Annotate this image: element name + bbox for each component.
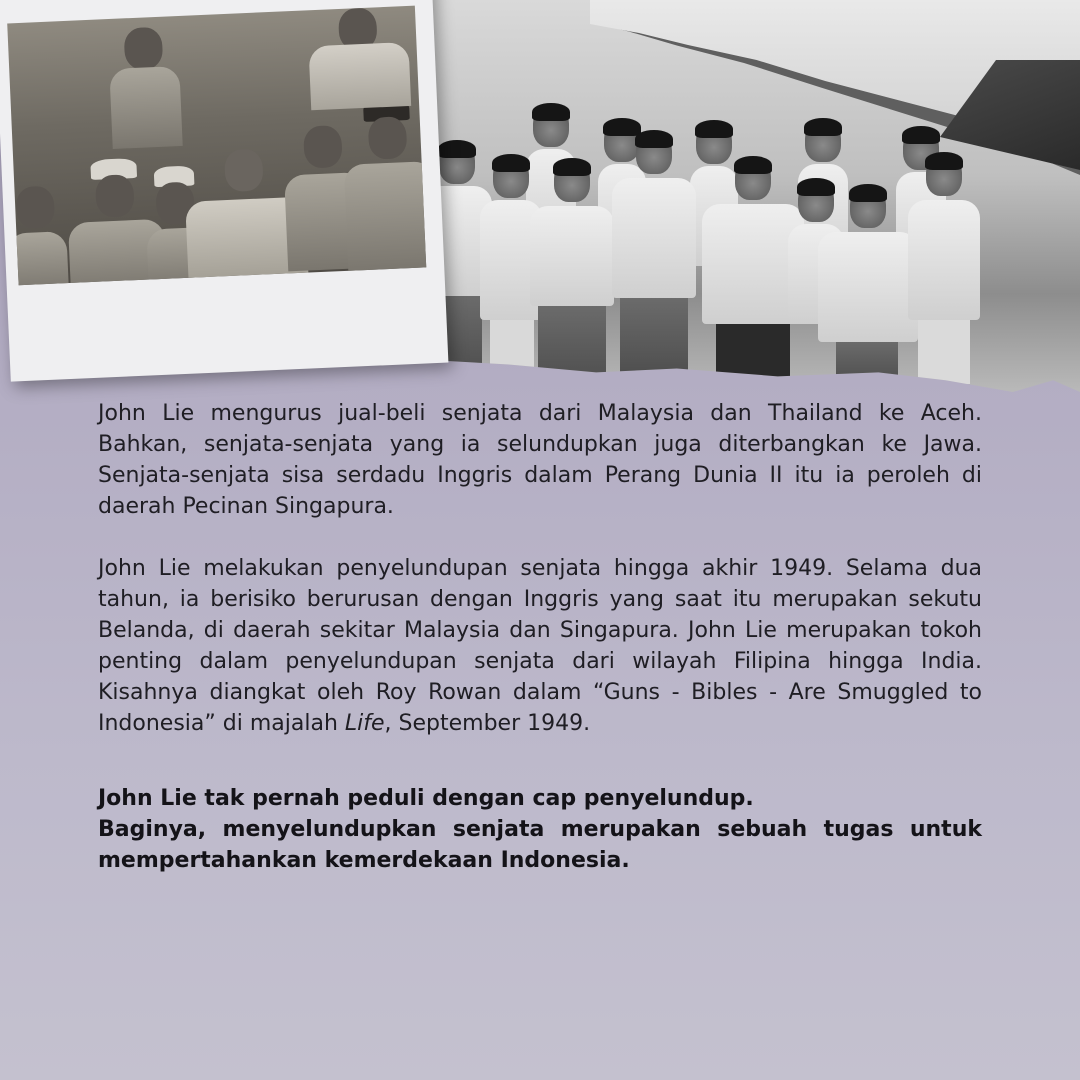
- photo-navy-officers: [7, 6, 426, 286]
- paragraph-3: [98, 783, 982, 876]
- paragraph-2: [98, 553, 982, 739]
- paragraph-2-text: John Lie melakukan penyelundupan senjata hingga akhir 1949. Selama dua tahun, ia berisiko berurusan dengan Inggris yang saat itu merupakan sekutu Belanda, di daerah sekitar Malaysia dan Singapura. John Lie merupakan tokoh penting dalam penyelundupan senjata dari wilayah Filipina hingga India. Kisahnya diangkat oleh Roy Rowan dalam “Guns - Bibles - Are Smuggled to Indonesia” di majalah: [98, 556, 982, 736]
- paragraph-3-line-1: John Lie tak pernah peduli dengan cap penyelundup.: [98, 786, 754, 811]
- person: [908, 154, 980, 384]
- paragraph-3-line-2: Baginya, menyelundupkan senjata merupakan sebuah tugas untuk mempertahankan kemerdekaan Indonesia.: [98, 817, 982, 873]
- person: [108, 26, 183, 149]
- article-text: [98, 398, 982, 876]
- polaroid-frame: [0, 0, 448, 382]
- person: [341, 89, 427, 273]
- magazine-title: Life: [344, 711, 385, 736]
- person: [530, 160, 614, 390]
- person: [818, 186, 918, 386]
- paragraph-1: John Lie mengurus jual-beli senjata dari Malaysia dan Thailand ke Aceh. Bahkan, senjata-senjata yang ia selundupkan juga diterbangkan ke Jawa. Senjata-senjata sisa serdadu Inggris dalam Perang Dunia II itu ia peroleh di daerah Pecinan Singapura.: [98, 401, 982, 519]
- person: [7, 171, 69, 285]
- paragraph-2-end: , September 1949.: [384, 711, 591, 736]
- person: [612, 132, 696, 382]
- person: [307, 6, 411, 110]
- photo-group-beach: [408, 0, 1080, 392]
